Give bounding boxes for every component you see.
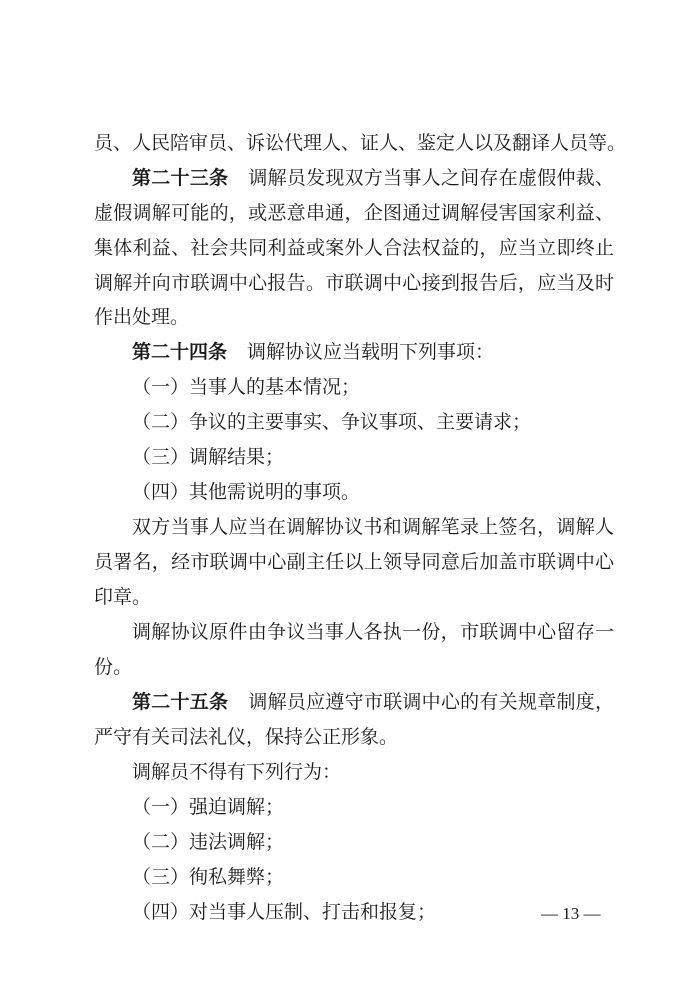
list-item-3: （三）调解结果； xyxy=(132,446,285,468)
text-line-12: 双方当事人应当在调解协议书和调解笔录上签名，调解人 xyxy=(132,516,614,538)
text-line-14: 印章。 xyxy=(94,586,152,608)
text-line-13: 员署名，经市联调中心副主任以上领导同意后加盖市联调中心 xyxy=(94,551,614,573)
list-item-1: （一）当事人的基本情况； xyxy=(132,376,361,398)
article-23-first-line xyxy=(132,161,614,195)
text-line-5: 调解并向市联调中心报告。市联调中心接到报告后，应当及时 xyxy=(94,272,614,294)
article-25-text: 调解员应遵守市联调中心的有关规章制度， xyxy=(248,691,614,713)
text-line-4: 集体利益、社会共同利益或案外人合法权益的，应当立即终止 xyxy=(94,237,614,259)
article-24-first-line xyxy=(132,335,614,369)
text-line-18: 严守有关司法礼仪，保持公正形象。 xyxy=(94,726,399,748)
text-line-16: 份。 xyxy=(94,656,133,678)
page-number: — 13 — xyxy=(541,904,601,923)
list-item-6: （二）违法调解； xyxy=(132,831,285,853)
list-item-4: （四）其他需说明的事项。 xyxy=(132,481,361,503)
list-item-7: （三）徇私舞弊； xyxy=(132,866,285,888)
text-line-6: 作出处理。 xyxy=(94,306,190,328)
list-item-2: （二）争议的主要事实、争议事项、主要请求； xyxy=(132,411,532,433)
list-item-8: （四）对当事人压制、打击和报复； xyxy=(132,901,437,923)
article-24-text: 调解协议应当载明下列事项： xyxy=(247,341,495,363)
text-line-19: 调解员不得有下列行为： xyxy=(132,761,342,783)
article-25-heading: 第二十五条 xyxy=(132,691,229,713)
text-line-1: 员、人民陪审员、诉讼代理人、证人、鉴定人以及翻译人员等。 xyxy=(94,132,627,154)
text-line-15: 调解协议原件由争议当事人各执一份，市联调中心留存一 xyxy=(132,621,614,643)
article-23-text: 调解员发现双方当事人之间存在虚假仲裁、 xyxy=(248,167,614,189)
article-24-heading: 第二十四条 xyxy=(132,341,228,363)
article-23-heading: 第二十三条 xyxy=(132,167,229,189)
text-line-3: 虚假调解可能的，或恶意串通，企图通过调解侵害国家利益、 xyxy=(94,202,614,224)
article-25-first-line xyxy=(132,685,614,719)
list-item-5: （一）强迫调解； xyxy=(132,796,285,818)
